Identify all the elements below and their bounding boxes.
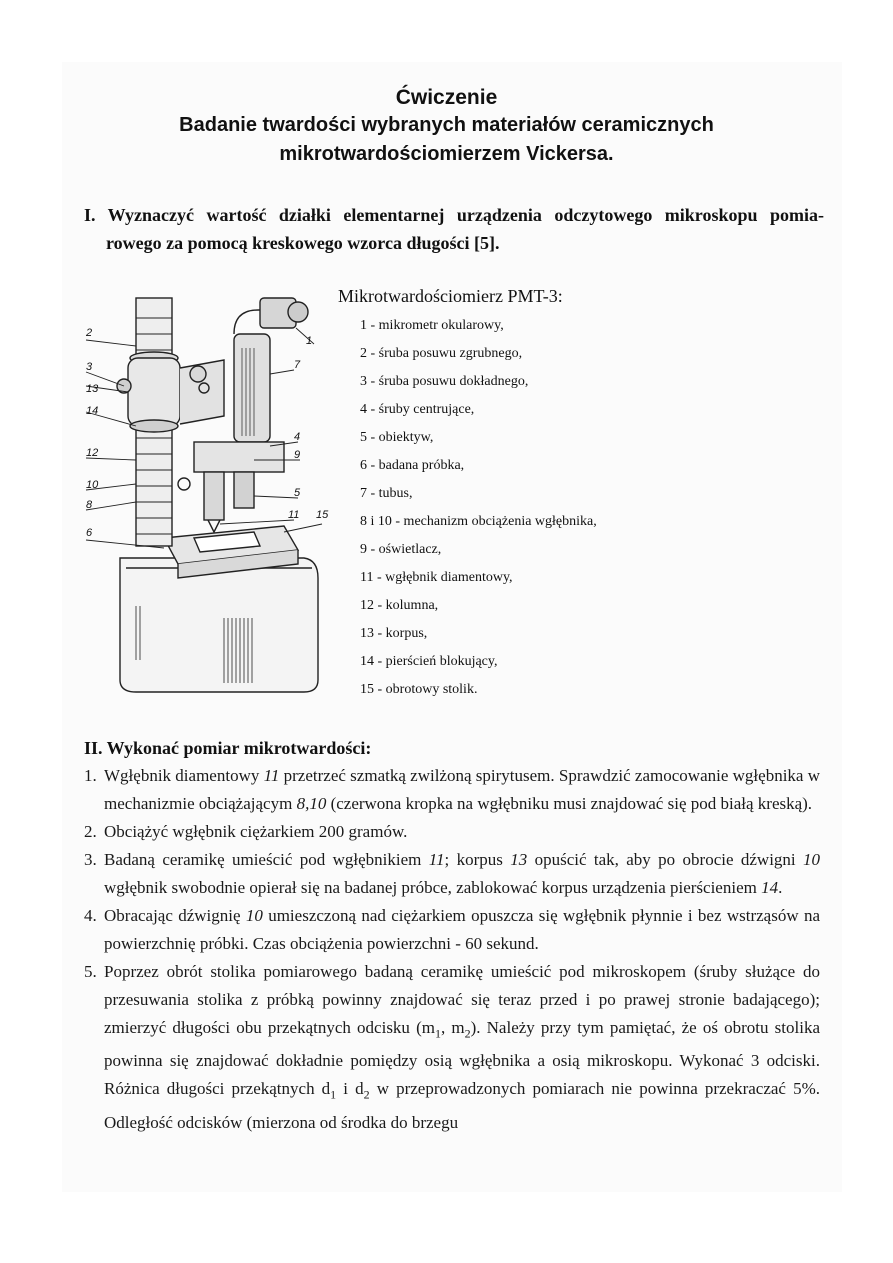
figure-caption-title: Mikrotwardościomierz PMT-3: [338, 286, 563, 306]
step-text: opuścić tak, aby po obrocie dźwigni [527, 850, 803, 869]
parts-legend-item: 11 - wgłębnik diamentowy, [360, 570, 513, 585]
step-number: 3. [84, 850, 97, 869]
parts-legend-item: 4 - śruby centrujące, [360, 402, 475, 417]
pmt3-illustration [84, 288, 340, 700]
step-text: , m [440, 1018, 465, 1037]
parts-legend-item: 9 - oświetlacz, [360, 542, 442, 557]
step-part-ref: 14 [761, 878, 779, 897]
procedure-step [84, 958, 820, 1137]
section-1-line-1: I. Wyznaczyć wartość działki elementarnej urządzenia odczytowego mikroskopu pomia- [84, 205, 824, 225]
callout-label: 6 [86, 527, 93, 539]
step-part-ref: 10 [803, 850, 820, 869]
parts-legend-item: 3 - śruba posuwu dokładnego, [360, 374, 529, 389]
callout-label: 10 [86, 479, 99, 491]
step-number: 4. [84, 906, 97, 925]
parts-legend-item: 13 - korpus, [360, 626, 428, 641]
step-part-ref: 11 [263, 766, 280, 785]
parts-legend-item: 1 - mikrometr okularowy, [360, 318, 504, 333]
callout-label: 1 [306, 335, 313, 347]
step-text: Poprzez obrót stolika pomiarowego badaną ceramikę umieścić pod mikroskopem (śruby służące do przesuwania stolika z próbką powinny znajdować się teraz przed i po prawej stronie badającego); zmierzyć długości obu przekątnych odcisku (m [104, 962, 820, 1037]
step-text: wgłębnik swobodnie opierał się na badanej próbce, zablokować korpus urządzenia pierścieniem [104, 878, 762, 897]
step-text: przetrzeć szmatką zwilżoną spirytusem. Sprawdzić zamocowanie wgłębnika w mechanizmie obciążającym [104, 766, 821, 813]
parts-legend-item: 7 - tubus, [360, 486, 413, 501]
step-text: Obciążyć wgłębnik ciężarkiem 200 gramów. [104, 822, 408, 841]
procedure-step [84, 846, 820, 902]
subscript: 2 [464, 1026, 471, 1041]
callout-label: 5 [294, 487, 301, 499]
step-part-ref: 10 [245, 906, 263, 925]
step-number: 1. [84, 766, 97, 785]
step-text: i d [336, 1079, 364, 1099]
callout-label: 14 [86, 405, 99, 417]
document-subtitle-line-1: Badanie twardości wybranych materiałów ceramicznych [179, 114, 714, 136]
step-part-ref: 11 [428, 850, 445, 869]
callout-label: 7 [294, 359, 301, 371]
step-text: (czerwona kropka na wgłębniku musi znajdować się pod białą kreską). [326, 794, 813, 813]
section-2-heading: II. Wykonać pomiar mikrotwardości: [84, 738, 372, 758]
callout-label: 13 [86, 383, 99, 395]
callout-label: 12 [86, 447, 99, 459]
parts-legend-item: 6 - badana próbka, [360, 458, 465, 473]
parts-legend-item: 14 - pierścień blokujący, [360, 654, 498, 669]
subscript: 1 [330, 1087, 337, 1102]
callout-label: 2 [86, 327, 93, 339]
procedure-step [84, 902, 820, 958]
callout-label: 3 [86, 361, 93, 373]
callout-label: 9 [294, 449, 301, 461]
step-part-ref: 8,10 [296, 794, 327, 813]
step-text: umieszczoną nad ciężarkiem opuszcza się wgłębnik płynnie i bez wstrząsów na powierzchnię próbki. Czas obciążenia powierzchni - 60 sekund. [104, 906, 820, 953]
parts-legend [360, 316, 597, 708]
document-title: Ćwiczenie [395, 86, 498, 109]
subscript: 1 [434, 1026, 441, 1041]
parts-legend-item: 12 - kolumna, [360, 598, 439, 613]
step-text: ; korpus [444, 850, 511, 869]
step-text: Wgłębnik diamentowy [104, 766, 264, 785]
callout-label: 15 [316, 509, 329, 521]
parts-legend-item: 8 i 10 - mechanizm obciążenia wgłębnika, [360, 514, 597, 529]
step-text: w przeprowadzonych pomiarach nie powinna przekraczać 5%. Odległość odcisków (mierzona od środka do brzegu [104, 1079, 820, 1132]
document-subtitle-line-2: mikrotwardościomierzem Vickersa. [279, 143, 614, 165]
parts-legend-item: 15 - obrotowy stolik. [360, 682, 478, 697]
procedure-step [84, 818, 820, 846]
procedure-step [84, 762, 820, 818]
step-text: ). Należy przy tym pamiętać, że oś obrotu stolika powinna się znajdować dokładnie pomiędzy osią wgłębnika a osią mikroskopu. Wykonać 3 odciski. Różnica długości przekątnych d [104, 1018, 820, 1099]
step-text: Obracając dźwignię [104, 906, 246, 925]
step-text: Badaną ceramikę umieścić pod wgłębnikiem [104, 850, 429, 869]
callout-label: 11 [288, 509, 300, 521]
section-1-line-2: rowego za pomocą kreskowego wzorca długości [5]. [106, 233, 500, 253]
step-number: 2. [84, 822, 97, 841]
step-part-ref: 13 [510, 850, 528, 869]
parts-legend-item: 2 - śruba posuwu zgrubnego, [360, 346, 523, 361]
subscript: 2 [363, 1087, 370, 1102]
step-number: 5. [84, 962, 97, 981]
step-text: . [778, 878, 783, 897]
callout-label: 4 [294, 431, 301, 443]
procedure-steps [84, 762, 820, 1137]
section-1-heading [84, 201, 824, 257]
parts-legend-item: 5 - obiektyw, [360, 430, 434, 445]
callout-label: 8 [86, 499, 93, 511]
